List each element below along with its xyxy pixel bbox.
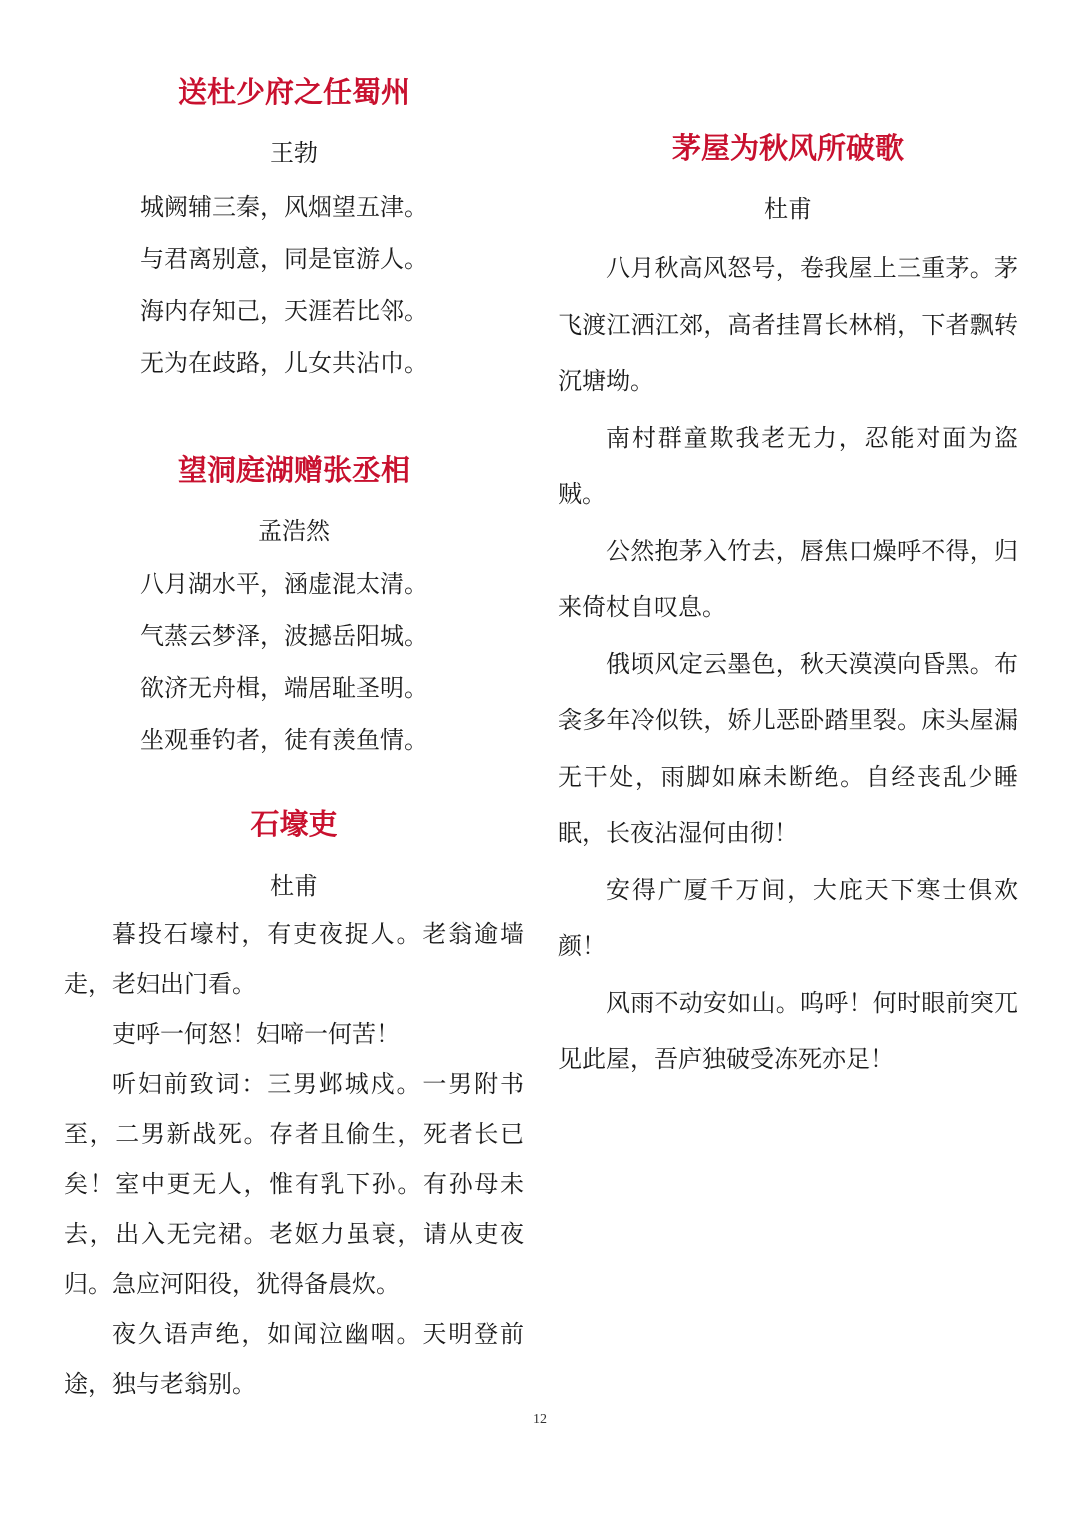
poem-paragraph: 吏呼一何怒！妇啼一何苦！ [112, 1020, 400, 1048]
poem-paragraph: 风雨不动安如山。呜呼！何时眼前突兀见此屋，吾庐独破受冻死亦足！ [558, 988, 1018, 1073]
poem-line: 海内存知己，天涯若比邻。 [140, 297, 428, 325]
poem-paragraph: 南村群童欺我老无力，忍能对面为盗贼。 [558, 423, 1018, 508]
poem-paragraph: 八月秋高风怒号，卷我屋上三重茅。茅飞渡江洒江郊，高者挂罥长林梢，下者飘转沉塘坳。 [558, 254, 1018, 395]
poem-lines [140, 190, 428, 398]
poem-paragraph: 俄顷风定云墨色，秋天漠漠向昏黑。布衾多年冷似铁，娇儿恶卧踏里裂。床头屋漏无干处，雨脚如麻未断绝。自经丧乱少睡眠，长夜沾湿何由彻！ [558, 649, 1018, 847]
poem-paragraph: 听妇前致词：三男邺城戍。一男附书至，二男新战死。存者且偷生，死者长已矣！室中更无人，惟有乳下孙。有孙母未去，出入无完裙。老妪力虽衰，请从吏夜归。急应河阳役，犹得备晨炊。 [64, 1070, 524, 1298]
page-number: 12 [533, 1412, 547, 1427]
poem-lines [140, 567, 428, 775]
poem-title: 石壕吏 [250, 807, 338, 841]
poem-title: 送杜少府之任蜀州 [177, 75, 410, 109]
poem-paragraph: 暮投石壕村，有吏夜捉人。老翁逾墙走，老妇出门看。 [64, 920, 524, 998]
poem-line: 坐观垂钓者，徒有羡鱼情。 [140, 726, 428, 754]
poem-author: 杜甫 [764, 195, 812, 223]
poem-title: 茅屋为秋风所破歌 [671, 131, 904, 165]
poem-body [64, 909, 524, 1409]
poem-line: 八月湖水平，涵虚混太清。 [140, 570, 428, 598]
poem-line: 欲济无舟楫，端居耻圣明。 [140, 674, 428, 702]
poem-paragraph: 夜久语声绝，如闻泣幽咽。天明登前途，独与老翁别。 [64, 1320, 524, 1398]
poem-paragraph: 公然抱茅入竹去，唇焦口燥呼不得，归来倚杖自叹息。 [558, 536, 1018, 621]
poem-author: 杜甫 [270, 872, 318, 900]
poem-author: 王勃 [270, 139, 318, 167]
poem-author: 孟浩然 [258, 517, 330, 545]
poem-paragraph: 安得广厦千万间，大庇天下寒士俱欢颜！ [558, 875, 1018, 960]
poem-body [558, 240, 1018, 1088]
poem-line: 无为在歧路，儿女共沾巾。 [140, 349, 428, 377]
poem-line: 气蒸云梦泽，波撼岳阳城。 [140, 622, 428, 650]
poem-title: 望洞庭湖赠张丞相 [177, 453, 410, 487]
poem-line: 城阙辅三秦，风烟望五津。 [140, 193, 428, 221]
poem-line: 与君离别意，同是宦游人。 [140, 245, 428, 273]
